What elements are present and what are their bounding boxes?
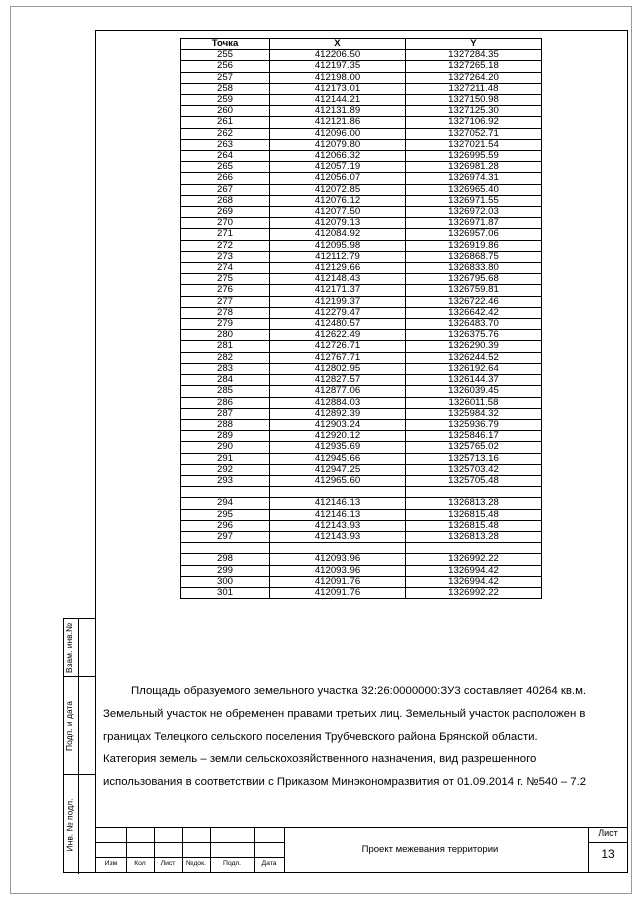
y-cell: 1326994.42 (406, 565, 542, 576)
x-cell: 412965.60 (270, 475, 406, 486)
y-cell (406, 487, 542, 498)
y-cell: 1326992.22 (406, 554, 542, 565)
x-cell: 412121.86 (270, 117, 406, 128)
table-row (181, 95, 542, 106)
y-cell: 1326759.81 (406, 285, 542, 296)
point-cell (181, 543, 270, 554)
point-cell: 282 (181, 352, 270, 363)
y-cell: 1326981.28 (406, 162, 542, 173)
table-row (181, 375, 542, 386)
stamp-label-kol: Кол (134, 860, 146, 867)
y-cell: 1326868.75 (406, 251, 542, 262)
table-row (181, 285, 542, 296)
point-cell: 298 (181, 554, 270, 565)
x-cell: 412079.13 (270, 218, 406, 229)
y-cell: 1326011.58 (406, 397, 542, 408)
side-label-podp: Подп. и дата (64, 700, 75, 752)
y-cell: 1326815.48 (406, 509, 542, 520)
point-cell: 281 (181, 341, 270, 352)
y-cell: 1326813.28 (406, 498, 542, 509)
table-row (181, 442, 542, 453)
table-row (181, 207, 542, 218)
point-cell: 263 (181, 139, 270, 150)
document-title: Проект межевания территории (361, 844, 499, 855)
x-cell: 412091.76 (270, 587, 406, 598)
point-cell: 265 (181, 162, 270, 173)
side-label-vzam: Взам. инв.№ (64, 622, 74, 673)
y-cell: 1326971.55 (406, 195, 542, 206)
sheet-number: 13 (601, 847, 615, 861)
x-cell: 412079.80 (270, 139, 406, 150)
table-row-spacer (181, 543, 542, 554)
x-cell: 412935.69 (270, 442, 406, 453)
y-cell: 1326957.06 (406, 229, 542, 240)
x-cell: 412146.13 (270, 509, 406, 520)
x-cell: 412072.85 (270, 184, 406, 195)
x-cell: 412198.00 (270, 72, 406, 83)
point-cell: 273 (181, 251, 270, 262)
x-cell: 412947.25 (270, 464, 406, 475)
x-cell: 412057.19 (270, 162, 406, 173)
point-cell: 275 (181, 274, 270, 285)
table-row (181, 419, 542, 430)
y-cell: 1327284.35 (406, 50, 542, 61)
y-cell: 1327052.71 (406, 128, 542, 139)
table-row (181, 576, 542, 587)
table-row (181, 307, 542, 318)
table-row (181, 173, 542, 184)
point-cell: 258 (181, 83, 270, 94)
point-cell: 268 (181, 195, 270, 206)
header-point: Точка (181, 39, 270, 50)
x-cell: 412146.13 (270, 498, 406, 509)
table-row (181, 229, 542, 240)
side-cell-vzam (64, 619, 95, 676)
table-row (181, 386, 542, 397)
table-row (181, 352, 542, 363)
y-cell: 1327106.92 (406, 117, 542, 128)
text-line-location: границах Телецкого сельского поселения Трубчевского района Брянской области. (103, 730, 538, 743)
header-y: Y (406, 39, 542, 50)
x-cell: 412143.93 (270, 520, 406, 531)
point-cell: 270 (181, 218, 270, 229)
x-cell: 412877.06 (270, 386, 406, 397)
y-cell: 1325765.02 (406, 442, 542, 453)
point-cell (181, 487, 270, 498)
y-cell: 1326642.42 (406, 307, 542, 318)
x-cell: 412480.57 (270, 319, 406, 330)
y-cell: 1326375.76 (406, 330, 542, 341)
x-cell: 412143.93 (270, 531, 406, 542)
x-cell: 412096.00 (270, 128, 406, 139)
x-cell: 412892.39 (270, 408, 406, 419)
y-cell: 1326039.45 (406, 386, 542, 397)
y-cell: 1325846.17 (406, 431, 542, 442)
x-cell: 412095.98 (270, 240, 406, 251)
table-row (181, 363, 542, 374)
x-cell: 412129.66 (270, 263, 406, 274)
x-cell: 412884.03 (270, 397, 406, 408)
point-cell: 269 (181, 207, 270, 218)
x-cell: 412920.12 (270, 431, 406, 442)
table-row (181, 83, 542, 94)
x-cell: 412056.07 (270, 173, 406, 184)
table-row (181, 498, 542, 509)
point-cell: 286 (181, 397, 270, 408)
y-cell: 1326815.48 (406, 520, 542, 531)
x-cell: 412144.21 (270, 95, 406, 106)
point-cell: 292 (181, 464, 270, 475)
table-row (181, 117, 542, 128)
y-cell: 1326919.86 (406, 240, 542, 251)
x-cell: 412945.66 (270, 453, 406, 464)
table-row (181, 431, 542, 442)
stamp-label-izm: Изм (104, 860, 118, 867)
y-cell: 1326483.70 (406, 319, 542, 330)
point-cell: 279 (181, 319, 270, 330)
point-cell: 291 (181, 453, 270, 464)
point-cell: 283 (181, 363, 270, 374)
table-row (181, 184, 542, 195)
point-cell: 280 (181, 330, 270, 341)
y-cell: 1326813.28 (406, 531, 542, 542)
point-cell: 262 (181, 128, 270, 139)
point-cell: 266 (181, 173, 270, 184)
point-cell: 256 (181, 61, 270, 72)
stamp-label-data: Дата (261, 860, 277, 867)
description-text (103, 680, 622, 794)
table-row (181, 151, 542, 162)
point-cell: 259 (181, 95, 270, 106)
x-cell: 412827.57 (270, 375, 406, 386)
point-cell: 290 (181, 442, 270, 453)
point-cell: 288 (181, 419, 270, 430)
x-cell: 412112.79 (270, 251, 406, 262)
x-cell: 412076.12 (270, 195, 406, 206)
coordinates-table (180, 38, 542, 599)
y-cell: 1327264.20 (406, 72, 542, 83)
point-cell: 261 (181, 117, 270, 128)
point-cell: 296 (181, 520, 270, 531)
text-line-usage: использования в соответствии с Приказом Минэкономразвития от 01.09.2014 г. №540 – 7.2 (103, 776, 587, 789)
table-row (181, 218, 542, 229)
y-cell: 1325936.79 (406, 419, 542, 430)
x-cell: 412148.43 (270, 274, 406, 285)
point-cell: 278 (181, 307, 270, 318)
table-row-spacer (181, 487, 542, 498)
side-stamp (63, 618, 95, 873)
table-row (181, 296, 542, 307)
point-cell: 301 (181, 587, 270, 598)
y-cell: 1326795.68 (406, 274, 542, 285)
table-row (181, 330, 542, 341)
table-row (181, 509, 542, 520)
x-cell: 412279.47 (270, 307, 406, 318)
x-cell: 412171.37 (270, 285, 406, 296)
point-cell: 276 (181, 285, 270, 296)
x-cell: 412197.35 (270, 61, 406, 72)
x-cell: 412084.92 (270, 229, 406, 240)
y-cell: 1326971.87 (406, 218, 542, 229)
y-cell: 1325705.48 (406, 475, 542, 486)
y-cell: 1325713.16 (406, 453, 542, 464)
table-row (181, 397, 542, 408)
table-row (181, 531, 542, 542)
point-cell: 297 (181, 531, 270, 542)
point-cell: 284 (181, 375, 270, 386)
x-cell: 412206.50 (270, 50, 406, 61)
x-cell: 412077.50 (270, 207, 406, 218)
point-cell: 299 (181, 565, 270, 576)
x-cell: 412726.71 (270, 341, 406, 352)
side-cell-inv (64, 774, 95, 874)
text-line-category: Категория земель – земли сельскохозяйственного назначения, вид разрешенного (103, 753, 537, 766)
point-cell: 257 (181, 72, 270, 83)
table-row (181, 240, 542, 251)
x-cell: 412199.37 (270, 296, 406, 307)
stamp-label-podp: Подп. (222, 860, 242, 867)
x-cell: 412131.89 (270, 106, 406, 117)
text-line-area: Площадь образуемого земельного участка 32:26:0000000:ЗУ3 составляет 40264 кв.м. (131, 685, 587, 697)
x-cell: 412066.32 (270, 151, 406, 162)
y-cell: 1326992.22 (406, 587, 542, 598)
table-row (181, 50, 542, 61)
x-cell: 412093.96 (270, 554, 406, 565)
table-row (181, 162, 542, 173)
text-line-encumbrance: Земельный участок не обременен правами третьих лиц. Земельный участок расположен в (103, 707, 586, 720)
point-cell: 277 (181, 296, 270, 307)
point-cell: 293 (181, 475, 270, 486)
header-x: X (270, 39, 406, 50)
y-cell: 1326144.37 (406, 375, 542, 386)
x-cell: 412093.96 (270, 565, 406, 576)
y-cell: 1325984.32 (406, 408, 542, 419)
table-row (181, 274, 542, 285)
table-row (181, 341, 542, 352)
y-cell: 1325703.42 (406, 464, 542, 475)
side-label-inv: Инв. № подл. (64, 798, 75, 852)
stamp-label-list: Лист (160, 860, 176, 867)
point-cell: 271 (181, 229, 270, 240)
point-cell: 272 (181, 240, 270, 251)
y-cell: 1326833.80 (406, 263, 542, 274)
x-cell: 412173.01 (270, 83, 406, 94)
y-cell: 1326974.31 (406, 173, 542, 184)
table-row (181, 139, 542, 150)
table-row (181, 72, 542, 83)
point-cell: 294 (181, 498, 270, 509)
y-cell: 1327265.18 (406, 61, 542, 72)
point-cell: 287 (181, 408, 270, 419)
table-row (181, 319, 542, 330)
table-row (181, 475, 542, 486)
table-row (181, 587, 542, 598)
x-cell: 412903.24 (270, 419, 406, 430)
point-cell: 267 (181, 184, 270, 195)
x-cell: 412622.49 (270, 330, 406, 341)
table-row (181, 195, 542, 206)
y-cell: 1326995.59 (406, 151, 542, 162)
table-row (181, 453, 542, 464)
x-cell: 412767.71 (270, 352, 406, 363)
title-block (96, 827, 627, 872)
y-cell: 1326290.39 (406, 341, 542, 352)
x-cell: 412091.76 (270, 576, 406, 587)
table-row (181, 464, 542, 475)
stamp-label-ndok: №док. (186, 860, 206, 867)
table-row (181, 128, 542, 139)
point-cell: 255 (181, 50, 270, 61)
table-row (181, 408, 542, 419)
x-cell: 412802.95 (270, 363, 406, 374)
table-row (181, 263, 542, 274)
table-body (181, 50, 542, 599)
y-cell (406, 543, 542, 554)
y-cell: 1327211.48 (406, 83, 542, 94)
point-cell: 285 (181, 386, 270, 397)
point-cell: 260 (181, 106, 270, 117)
point-cell: 300 (181, 576, 270, 587)
y-cell: 1326722.46 (406, 296, 542, 307)
table-row (181, 520, 542, 531)
y-cell: 1326244.52 (406, 352, 542, 363)
point-cell: 264 (181, 151, 270, 162)
y-cell: 1326965.40 (406, 184, 542, 195)
table-row (181, 61, 542, 72)
side-cell-podp (64, 676, 95, 774)
point-cell: 295 (181, 509, 270, 520)
y-cell: 1326192.64 (406, 363, 542, 374)
x-cell (270, 487, 406, 498)
table-header-row (181, 39, 542, 50)
y-cell: 1326972.03 (406, 207, 542, 218)
table-row (181, 554, 542, 565)
point-cell: 274 (181, 263, 270, 274)
y-cell: 1327125.30 (406, 106, 542, 117)
table-row (181, 106, 542, 117)
table-row (181, 565, 542, 576)
x-cell (270, 543, 406, 554)
sheet-label: Лист (598, 828, 618, 838)
y-cell: 1326994.42 (406, 576, 542, 587)
point-cell: 289 (181, 431, 270, 442)
table-row (181, 251, 542, 262)
y-cell: 1327150.98 (406, 95, 542, 106)
y-cell: 1327021.54 (406, 139, 542, 150)
